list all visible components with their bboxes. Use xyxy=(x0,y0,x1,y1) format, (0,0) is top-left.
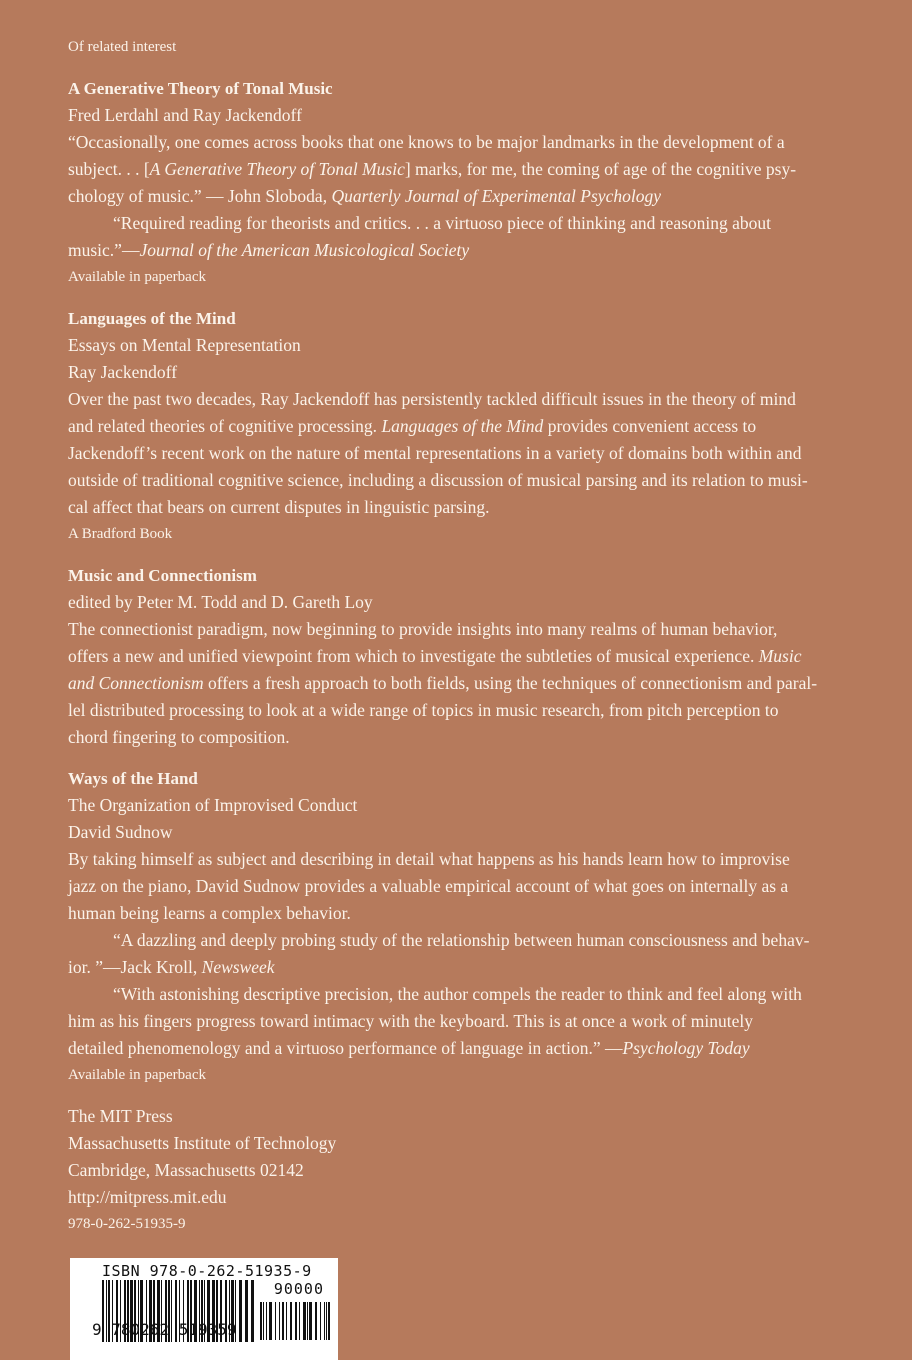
note-line xyxy=(68,1062,868,1089)
text-line xyxy=(68,954,868,981)
addon-bar xyxy=(309,1302,312,1340)
text-segment: ] marks, for me, the coming of age of the cognitive psy- xyxy=(404,159,797,179)
text-segment: human being learns a complex behavior. xyxy=(68,903,351,923)
barcode-bar xyxy=(245,1280,248,1342)
text-segment: Music and Connectionism xyxy=(68,566,257,585)
barcode-bar xyxy=(251,1280,254,1342)
addon-bar xyxy=(266,1302,267,1340)
text-line xyxy=(68,1008,868,1035)
italic-text: A Generative Theory of Tonal Music xyxy=(149,159,405,179)
addon-bar xyxy=(286,1302,287,1340)
text-segment: outside of traditional cognitive science, including a discussion of musical parsing and its relation to musi- xyxy=(68,470,808,490)
addon-bar xyxy=(269,1302,272,1340)
book-title xyxy=(68,75,868,102)
text-segment: “Required reading for theorists and critics. . . a virtuoso piece of thinking and reasoning about xyxy=(113,213,772,233)
text-segment: and related theories of cognitive processing. xyxy=(68,416,382,436)
text-line xyxy=(68,440,868,467)
text-segment: edited by Peter M. Todd and D. Gareth Loy xyxy=(68,592,373,612)
text-segment: 978-0-262-51935-9 xyxy=(68,1216,186,1232)
text-segment: subject. . . [ xyxy=(68,159,150,179)
text-line xyxy=(68,670,868,697)
text-line xyxy=(68,1130,868,1157)
italic-text: Quarterly Journal of Experimental Psychology xyxy=(331,186,661,206)
text-segment: music.”— xyxy=(68,240,140,260)
text-segment: Over the past two decades, Ray Jackendoff has persistently tackled difficult issues in the theory of mind xyxy=(68,389,796,409)
isbn-label: ISBN 978-0-262-51935-9 xyxy=(102,1262,312,1280)
text-line xyxy=(68,697,868,724)
text-segment: offers a new and unified viewpoint from which to investigate the subtleties of musical experience. xyxy=(68,646,759,666)
text-segment: lel distributed processing to look at a wide range of topics in music research, from pitch perception to xyxy=(68,700,779,720)
text-line xyxy=(68,981,868,1008)
addon-bar xyxy=(282,1302,284,1340)
text-line xyxy=(68,1157,868,1184)
addon-bar xyxy=(320,1302,321,1340)
note-line xyxy=(68,34,868,61)
addon-bar xyxy=(295,1302,297,1340)
text-segment: Of related interest xyxy=(68,39,177,55)
text-line xyxy=(68,927,868,954)
italic-text: Music xyxy=(758,646,802,666)
text-line xyxy=(68,467,868,494)
addon-bar xyxy=(307,1302,308,1340)
text-line xyxy=(68,1035,868,1062)
price-addon: 90000 xyxy=(273,1280,324,1298)
text-line xyxy=(68,589,868,616)
text-segment: The MIT Press xyxy=(68,1106,173,1126)
text-line xyxy=(68,237,868,264)
addon-bar xyxy=(326,1302,327,1340)
addon-bar xyxy=(315,1302,317,1340)
text-segment: “With astonishing descriptive precision, the author compels the reader to think and feel along with xyxy=(113,984,802,1004)
text-line xyxy=(68,413,868,440)
text-segment: Massachusetts Institute of Technology xyxy=(68,1133,337,1153)
addon-bar xyxy=(299,1302,300,1340)
text-segment: Available in paperback xyxy=(68,1067,206,1083)
text-segment: Jackendoff’s recent work on the nature of mental representations in a variety of domains both within and xyxy=(68,443,802,463)
text-segment: Ray Jackendoff xyxy=(68,362,178,382)
text-segment: “A dazzling and deeply probing study of the relationship between human consciousness and behav- xyxy=(113,930,810,950)
text-line xyxy=(68,494,868,521)
text-segment: provides convenient access to xyxy=(543,416,757,436)
note-line xyxy=(68,1211,868,1238)
text-line xyxy=(68,643,868,670)
text-segment: detailed phenomenology and a virtuoso performance of language in action.” — xyxy=(68,1038,623,1058)
book-title xyxy=(68,305,868,332)
text-segment: chology of music.” — John Sloboda, xyxy=(68,186,332,206)
barcode-bar xyxy=(239,1280,242,1342)
text-line xyxy=(68,873,868,900)
text-segment: “Occasionally, one comes across books that one knows to be major landmarks in the development of a xyxy=(68,132,785,152)
text-segment: Essays on Mental Representation xyxy=(68,335,301,355)
text-line xyxy=(68,1184,868,1211)
note-line xyxy=(68,521,868,548)
text-segment: By taking himself as subject and describing in detail what happens as his hands learn how to improvise xyxy=(68,849,790,869)
back-cover-text xyxy=(68,34,868,1238)
text-segment: Available in paperback xyxy=(68,269,206,285)
text-segment: The Organization of Improvised Conduct xyxy=(68,795,358,815)
addon-bar xyxy=(290,1302,292,1340)
text-segment: A Generative Theory of Tonal Music xyxy=(68,79,333,98)
italic-text: and Connectionism xyxy=(68,673,204,693)
text-line xyxy=(68,1103,868,1130)
text-segment: offers a fresh approach to both fields, using the techniques of connectionism and paral- xyxy=(203,673,818,693)
text-segment: David Sudnow xyxy=(68,822,173,842)
italic-text: Languages of the Mind xyxy=(381,416,544,436)
text-segment: cal affect that bears on current disputes in linguistic parsing. xyxy=(68,497,490,517)
text-line xyxy=(68,332,868,359)
text-segment: The connectionist paradigm, now beginning to provide insights into many realms of human behavior, xyxy=(68,619,778,639)
text-segment: jazz on the piano, David Sudnow provides a valuable empirical account of what goes on internally as a xyxy=(68,876,789,896)
addon-bar xyxy=(328,1302,330,1340)
text-segment: http://mitpress.mit.edu xyxy=(68,1187,227,1207)
text-line xyxy=(68,156,868,183)
text-segment: ior. ”—Jack Kroll, xyxy=(68,957,202,977)
text-segment: him as his fingers progress toward intimacy with the keyboard. This is at once a work of minutely xyxy=(68,1011,753,1031)
italic-text: Psychology Today xyxy=(622,1038,750,1058)
addon-bar xyxy=(279,1302,280,1340)
text-line xyxy=(68,359,868,386)
text-line xyxy=(68,183,868,210)
text-line xyxy=(68,129,868,156)
book-title xyxy=(68,765,868,792)
text-line xyxy=(68,792,868,819)
text-segment: A Bradford Book xyxy=(68,526,173,542)
book-title xyxy=(68,562,868,589)
text-line xyxy=(68,210,868,237)
isbn-barcode xyxy=(70,1258,338,1360)
italic-text: Newsweek xyxy=(201,957,275,977)
italic-text: Journal of the American Musicological Society xyxy=(139,240,470,260)
text-line xyxy=(68,819,868,846)
text-segment: Languages of the Mind xyxy=(68,309,236,328)
text-segment: Ways of the Hand xyxy=(68,769,198,788)
addon-bar xyxy=(324,1302,325,1340)
text-line xyxy=(68,102,868,129)
addon-bar xyxy=(260,1302,262,1340)
text-line xyxy=(68,900,868,927)
text-line xyxy=(68,724,868,751)
text-segment: Fred Lerdahl and Ray Jackendoff xyxy=(68,105,302,125)
addon-bar xyxy=(303,1302,306,1340)
text-line xyxy=(68,386,868,413)
addon-bar xyxy=(263,1302,264,1340)
text-line xyxy=(68,616,868,643)
text-line xyxy=(68,846,868,873)
addon-bar xyxy=(275,1302,276,1340)
note-line xyxy=(68,264,868,291)
text-segment: chord fingering to composition. xyxy=(68,727,290,747)
ean-digits: 9 780262 519359 xyxy=(92,1320,237,1339)
text-segment: Cambridge, Massachusetts 02142 xyxy=(68,1160,304,1180)
